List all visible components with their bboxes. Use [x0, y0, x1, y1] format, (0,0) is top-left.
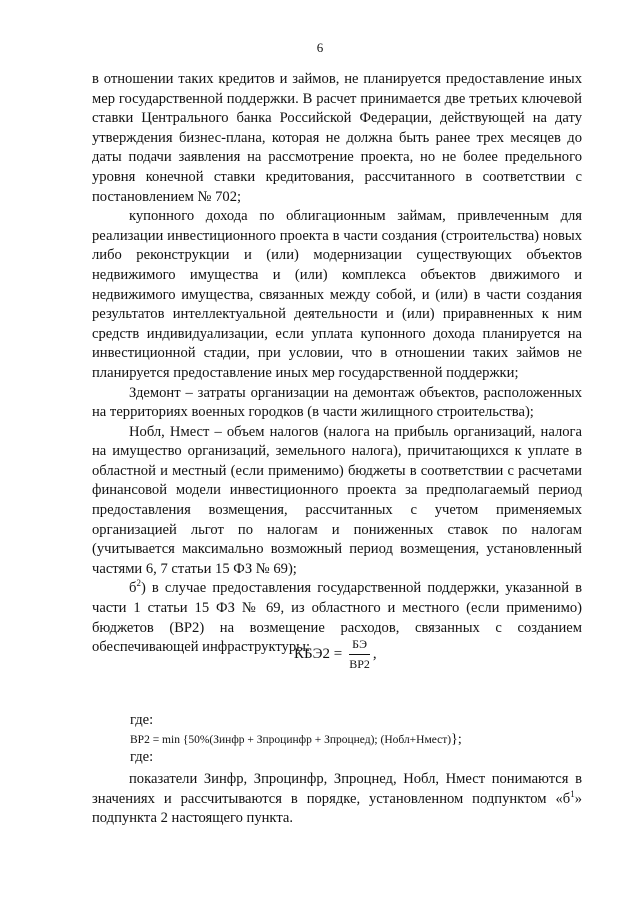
paragraph-credit-loans: в отношении таких кредитов и займов, не планируется предоставление иных мер государственной поддержки. В расчет принимается две третьих ключевой ставки Центрального банка Российской Федерации, действующей на дату утверждения бизнес-плана, которая не должна быть ранее трех месяцев до даты подачи заявления на рассмотрение проекта, но не более предельного уровня конечной ставки кредитования, рассчитанного в соответствии с постановлением № 702;: [92, 71, 582, 205]
formula-lhs: КБЭ2 =: [294, 645, 343, 662]
b2-rest: ) в случае предоставления государственной поддержки, указанной в части 1 статьи 15 ФЗ № 69, из областного и местного (если применимо) бюджетов (ВР2) на возмещение расходов, связанных с созданием обеспечивающей инфраструктуры:: [92, 580, 582, 656]
vr2-formula: [130, 732, 462, 748]
where-label-1: где:: [130, 712, 154, 728]
where-label-2: где:: [130, 749, 154, 765]
indicators-after: » подпункта 2 настоящего пункта.: [92, 790, 582, 827]
kbe2-formula: [294, 632, 377, 676]
page-number: 6: [316, 40, 324, 55]
paragraph-indicators: [92, 770, 582, 829]
vr2-formula-text: ВР2 = min {50%(Зинфр + Зпроцинфр + Зпроцнед); (Нобл+Нмест): [130, 734, 452, 746]
formula-denominator: ВР2: [349, 656, 370, 671]
indicators-text: показатели Зинфр, Зпроцинфр, Зпроцнед, Нобл, Нмест понимаются в значениях и рассчитываются в порядке, установленном подпунктом «б: [92, 771, 582, 807]
document-tail: [92, 770, 582, 829]
vr2-formula-brace: };: [451, 732, 462, 747]
paragraph-taxes: Нобл, Нмест – объем налогов (налога на прибыль организаций, налога на имущество организаций, земельного налога), причитающихся к уплате в областной и местный (если применимо) бюджеты в соответствии с расчетами финансовой модели инвестиционного проекта за предполагаемый период предоставления возмещения, рассчитанных с учетом применяемых организацией льгот по налогам и пониженных ставок по налогам (учитывается максимально возможный период возмещения, установленный частями 6, 7 статьи 15 ФЗ № 69);: [92, 423, 582, 577]
indicators-superscript: 1: [570, 788, 575, 799]
formula-fraction: [346, 637, 373, 672]
paragraph-demolition-costs: Здемонт – затраты организации на демонтаж объектов, расположенных на территориях военных городков (в части жилищного строительства);: [92, 384, 582, 421]
formula-numerator: БЭ: [349, 637, 370, 655]
document-body: [92, 70, 582, 658]
paragraph-coupon-income: купонного дохода по облигационным займам, привлеченным для реализации инвестиционного проекта в части создания (строительства) новых либо реконструкции и (или) модернизации существующих объектов недвижимого имущества и (или) комплекса объектов движимого и недвижимого имущества, связанных между собой, и (или) в части создания результатов интеллектуальной деятельности и (или) приравненных к ним средств индивидуализации, если уплата купонного дохода планируется на инвестиционной стадии, при условии, что в отношении таких займов не планируется предоставление иных мер государственной поддержки;: [92, 208, 582, 381]
formula-tail: ,: [372, 645, 377, 662]
b2-superscript: 2: [136, 578, 141, 589]
b2-lead: б: [129, 580, 137, 597]
